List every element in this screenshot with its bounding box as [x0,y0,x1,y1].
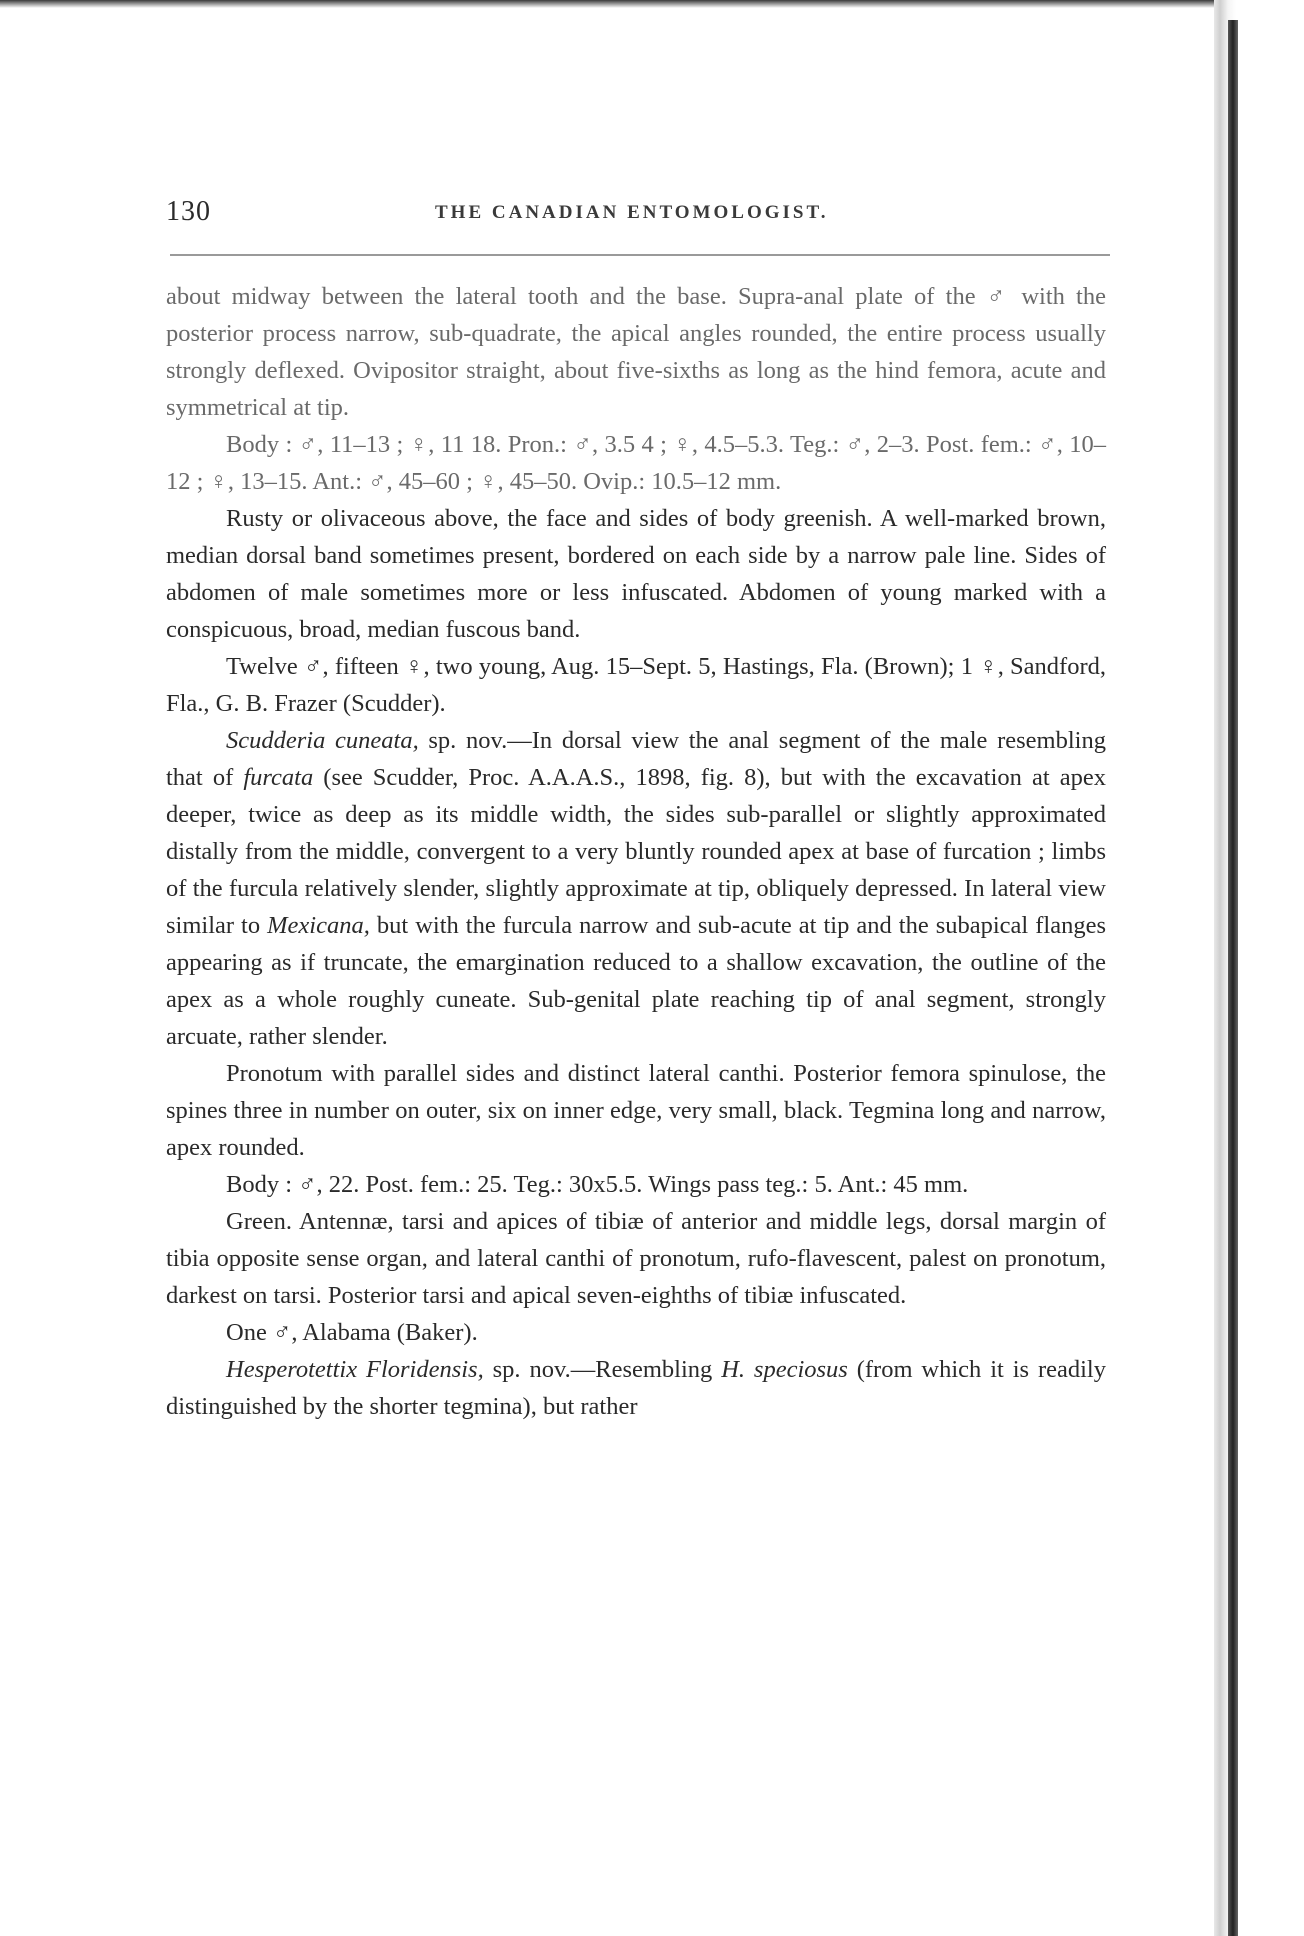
paragraph-continuation: about midway between the lateral tooth and the base. Supra-anal plate of the ♂ with the posterior process narrow, sub-quadrate, the apical angles rounded, the entire process usually strongly deflexed. Ovipositor straight, about five-sixths as long as the hind femora, acute and symmetrical at tip. [166,283,1106,421]
description-text: but with the furcula narrow and sub-acute at tip and the subapical flanges appearing as if truncate, the emargination reduced to a shallow excavation, the outline of the apex as a whole roughly cuneate. Sub-genital plate reaching tip of anal segment, strongly arcuate, rather slender. [166,912,1106,1050]
species-reference: H. speciosus [721,1356,848,1383]
paragraph-body-measurements: Body : ♂, 22. Post. fem.: 25. Teg.: 30x5.5. Wings pass teg.: 5. Ant.: 45 mm. [226,1171,969,1198]
body-text [166,278,1106,1425]
header-rule [170,254,1110,256]
book-binding-edge [1214,0,1304,1936]
paragraph-coloration: Rusty or olivaceous above, the face and sides of body greenish. A well-marked brown, median dorsal band sometimes present, bordered on each side by a narrow pale line. Sides of abdomen of male sometimes more or less infuscated. Abdomen of young marked with a conspicuous, broad, median fuscous band. [166,505,1106,643]
description-text: sp. nov.—Resembling [483,1356,722,1383]
book-page [160,190,1107,1420]
description-text: (from which it is readily distinguished by the shorter tegmina), but rather [166,1356,1106,1420]
paragraph-specimens: Twelve ♂, fifteen ♀, two young, Aug. 15–Sept. 5, Hastings, Fla. (Brown); 1 ♀, Sandford, Fla., G. B. Frazer (Scudder). [166,653,1106,717]
species-name: Scudderia cuneata, [226,727,419,754]
binding-bar [1228,20,1238,1936]
description-text: (see Scudder, Proc. A.A.A.S., 1898, fig. 8), but with the excavation at apex deeper, twice as deep as its middle width, the sides sub-parallel or slightly approximated distally from the middle, convergent to a very bluntly rounded apex at base of furcation ; limbs of the furcula relatively slender, slightly approximate at tip, obliquely depressed. In lateral view similar to [166,764,1107,939]
page-header [160,190,1100,230]
page-top-shadow [0,0,1304,8]
running-title: THE CANADIAN ENTOMOLOGIST. [435,202,829,223]
paragraph-hesperotettix [166,1351,1106,1425]
page-number: 130 [166,196,211,227]
paragraph-pronotum: Pronotum with parallel sides and distinct lateral canthi. Posterior femora spinulose, the spines three in number on outer, six on inner edge, very small, black. Tegmina long and narrow, apex rounded. [166,1060,1106,1161]
paragraph-scudderia-cuneata [166,722,1106,1055]
paragraph-type-locality: One ♂, Alabama (Baker). [226,1319,478,1346]
species-reference: furcata [243,764,314,791]
species-name: Hesperotettix Floridensis, [226,1356,484,1383]
paragraph-measurements: Body : ♂, 11–13 ; ♀, 11 18. Pron.: ♂, 3.5 4 ; ♀, 4.5–5.3. Teg.: ♂, 2–3. Post. fem.: ♂, 10–12 ; ♀, 13–15. Ant.: ♂, 45–60 ; ♀, 45–50. Ovip.: 10.5–12 mm. [166,431,1106,495]
description-text: sp. nov.—In dorsal view the anal segment of the male resembling that of [166,727,1106,791]
paragraph-green: Green. Antennæ, tarsi and apices of tibiæ of anterior and middle legs, dorsal margin of tibia opposite sense organ, and lateral canthi of pronotum, rufo-flavescent, palest on pronotum, darkest on tarsi. Posterior tarsi and apical seven-eighths of tibiæ infuscated. [166,1208,1106,1309]
species-reference: Mexicana, [267,912,370,939]
